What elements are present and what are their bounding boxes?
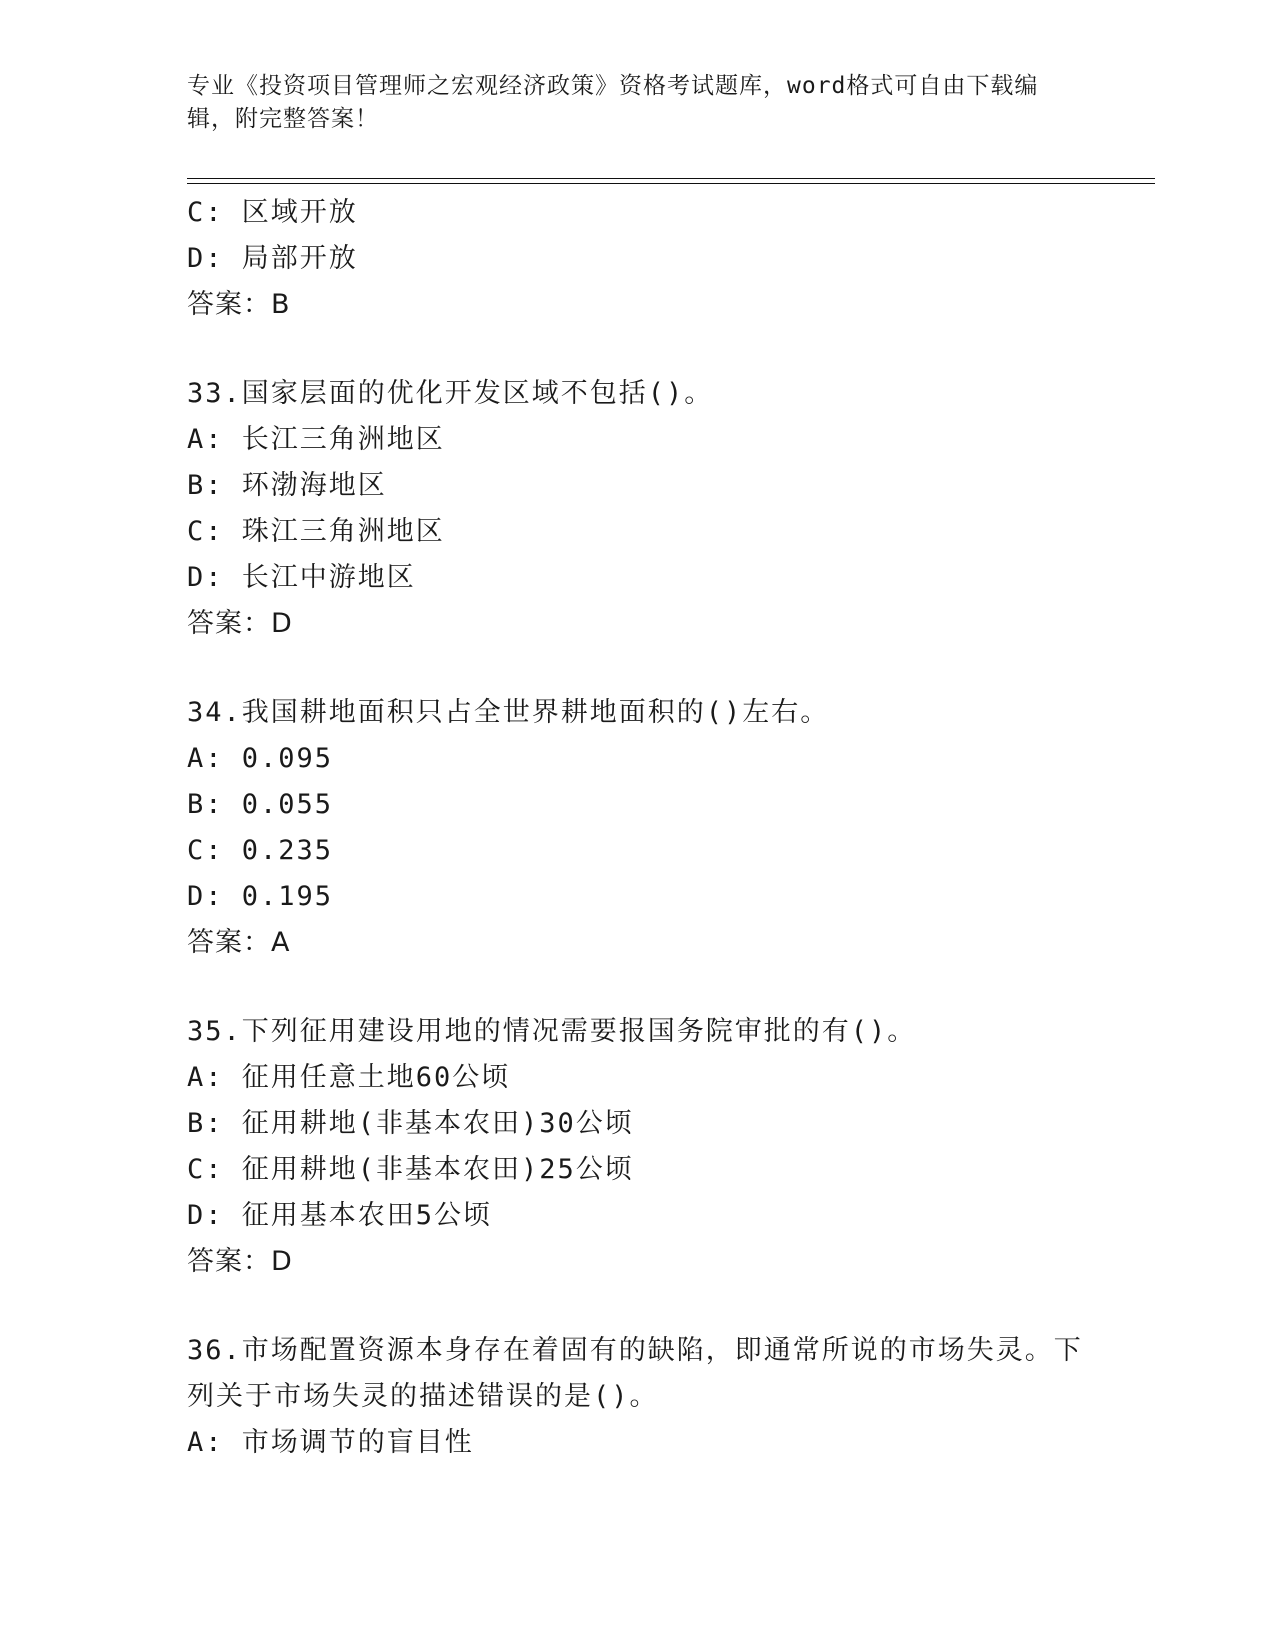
option-c: C: 区域开放 <box>187 197 358 228</box>
option-d: D: 长江中游地区 <box>187 562 416 593</box>
question-text-line-1: 36.市场配置资源本身存在着固有的缺陷，即通常所说的市场失灵。下 <box>187 1335 1083 1366</box>
header-line-2: 辑，附完整答案！ <box>187 106 379 132</box>
answer-line: 答案：A <box>187 927 291 958</box>
header-line-1: 专业《投资项目管理师之宏观经济政策》资格考试题库，word格式可自由下载编 <box>187 73 1039 99</box>
answer-line: 答案：B <box>187 289 291 320</box>
question-34 <box>187 690 1087 966</box>
question-33 <box>187 371 1087 647</box>
option-a: A: 0.095 <box>187 743 334 774</box>
answer-line: 答案：D <box>187 1246 293 1277</box>
option-c: C: 珠江三角洲地区 <box>187 516 445 547</box>
question-text: 33.国家层面的优化开发区域不包括()。 <box>187 378 714 409</box>
option-d: D: 局部开放 <box>187 243 358 274</box>
option-d: D: 0.195 <box>187 881 334 912</box>
question-32-partial <box>187 190 1087 328</box>
option-a: A: 市场调节的盲目性 <box>187 1427 474 1458</box>
option-b: B: 征用耕地(非基本农田)30公顷 <box>187 1108 634 1139</box>
document-body <box>187 190 1087 1466</box>
option-d: D: 征用基本农田5公顷 <box>187 1200 493 1231</box>
option-b: B: 0.055 <box>187 789 334 820</box>
answer-line: 答案：D <box>187 608 293 639</box>
question-text-line-2: 列关于市场失灵的描述错误的是()。 <box>187 1381 659 1412</box>
question-text: 35.下列征用建设用地的情况需要报国务院审批的有()。 <box>187 1016 917 1047</box>
header-divider-top <box>187 178 1155 179</box>
option-a: A: 长江三角洲地区 <box>187 424 445 455</box>
option-c: C: 0.235 <box>187 835 334 866</box>
option-a: A: 征用任意土地60公顷 <box>187 1062 511 1093</box>
option-b: B: 环渤海地区 <box>187 470 387 501</box>
header-divider-bottom <box>187 183 1155 184</box>
question-35 <box>187 1009 1087 1285</box>
option-c: C: 征用耕地(非基本农田)25公顷 <box>187 1154 634 1185</box>
document-header <box>187 70 1067 136</box>
question-text: 34.我国耕地面积只占全世界耕地面积的()左右。 <box>187 697 830 728</box>
question-36 <box>187 1328 1087 1466</box>
